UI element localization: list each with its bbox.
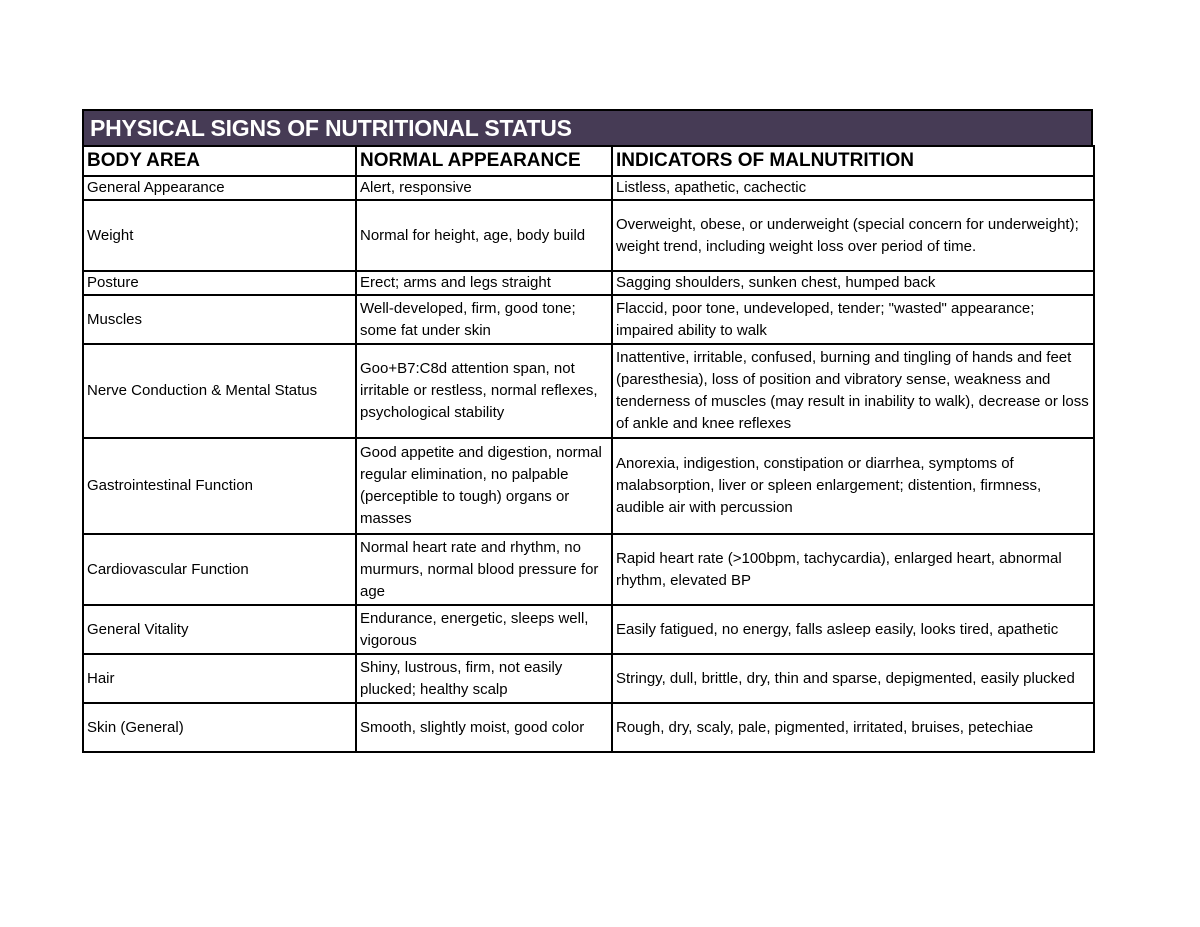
- cell-area: Weight: [83, 200, 356, 271]
- cell-normal: Normal heart rate and rhythm, no murmurs, normal blood pressure for age: [356, 534, 612, 605]
- cell-area: General Appearance: [83, 176, 356, 200]
- cell-malnutrition: Rough, dry, scaly, pale, pigmented, irritated, bruises, petechiae: [612, 703, 1094, 752]
- table-row: [83, 534, 1094, 605]
- cell-normal: Normal for height, age, body build: [356, 200, 612, 271]
- table-row: [83, 271, 1094, 295]
- cell-malnutrition: Easily fatigued, no energy, falls asleep easily, looks tired, apathetic: [612, 605, 1094, 654]
- cell-malnutrition: Sagging shoulders, sunken chest, humped back: [612, 271, 1094, 295]
- cell-malnutrition: Stringy, dull, brittle, dry, thin and sparse, depigmented, easily plucked: [612, 654, 1094, 703]
- cell-area: Cardiovascular Function: [83, 534, 356, 605]
- cell-malnutrition: Rapid heart rate (>100bpm, tachycardia), enlarged heart, abnormal rhythm, elevated BP: [612, 534, 1094, 605]
- sheet-title: PHYSICAL SIGNS OF NUTRITIONAL STATUS: [82, 109, 1093, 145]
- header-indicators: INDICATORS OF MALNUTRITION: [612, 146, 1094, 176]
- signs-table: [82, 145, 1095, 753]
- cell-normal: Smooth, slightly moist, good color: [356, 703, 612, 752]
- cell-area: General Vitality: [83, 605, 356, 654]
- cell-normal: Endurance, energetic, sleeps well, vigorous: [356, 605, 612, 654]
- header-normal-appearance: NORMAL APPEARANCE: [356, 146, 612, 176]
- nutrition-sheet: [82, 109, 1093, 753]
- cell-area: Nerve Conduction & Mental Status: [83, 344, 356, 438]
- table-row: [83, 295, 1094, 344]
- cell-normal: Shiny, lustrous, firm, not easily plucked; healthy scalp: [356, 654, 612, 703]
- table-row: [83, 176, 1094, 200]
- cell-area: Gastrointestinal Function: [83, 438, 356, 534]
- cell-area: Muscles: [83, 295, 356, 344]
- header-row: [83, 146, 1094, 176]
- cell-normal: Alert, responsive: [356, 176, 612, 200]
- cell-normal: Well-developed, firm, good tone; some fat under skin: [356, 295, 612, 344]
- cell-area: Hair: [83, 654, 356, 703]
- cell-malnutrition: Anorexia, indigestion, constipation or diarrhea, symptoms of malabsorption, liver or spleen enlargement; distention, firmness, audible air with percussion: [612, 438, 1094, 534]
- cell-malnutrition: Listless, apathetic, cachectic: [612, 176, 1094, 200]
- cell-malnutrition: Inattentive, irritable, confused, burning and tingling of hands and feet (paresthesia), loss of position and vibratory sense, weakness and tenderness of muscles (may result in inability to walk), decrease or loss of ankle and knee reflexes: [612, 344, 1094, 438]
- cell-normal: Good appetite and digestion, normal regular elimination, no palpable (perceptible to tough) organs or masses: [356, 438, 612, 534]
- cell-malnutrition: Flaccid, poor tone, undeveloped, tender; "wasted" appearance; impaired ability to walk: [612, 295, 1094, 344]
- cell-normal: Erect; arms and legs straight: [356, 271, 612, 295]
- table-row: [83, 654, 1094, 703]
- table-row: [83, 703, 1094, 752]
- cell-malnutrition: Overweight, obese, or underweight (special concern for underweight); weight trend, including weight loss over period of time.: [612, 200, 1094, 271]
- table-row: [83, 200, 1094, 271]
- header-body-area: BODY AREA: [83, 146, 356, 176]
- cell-area: Skin (General): [83, 703, 356, 752]
- cell-normal: Goo+B7:C8d attention span, not irritable or restless, normal reflexes, psychological stability: [356, 344, 612, 438]
- cell-area: Posture: [83, 271, 356, 295]
- table-row: [83, 344, 1094, 438]
- table-row: [83, 438, 1094, 534]
- table-row: [83, 605, 1094, 654]
